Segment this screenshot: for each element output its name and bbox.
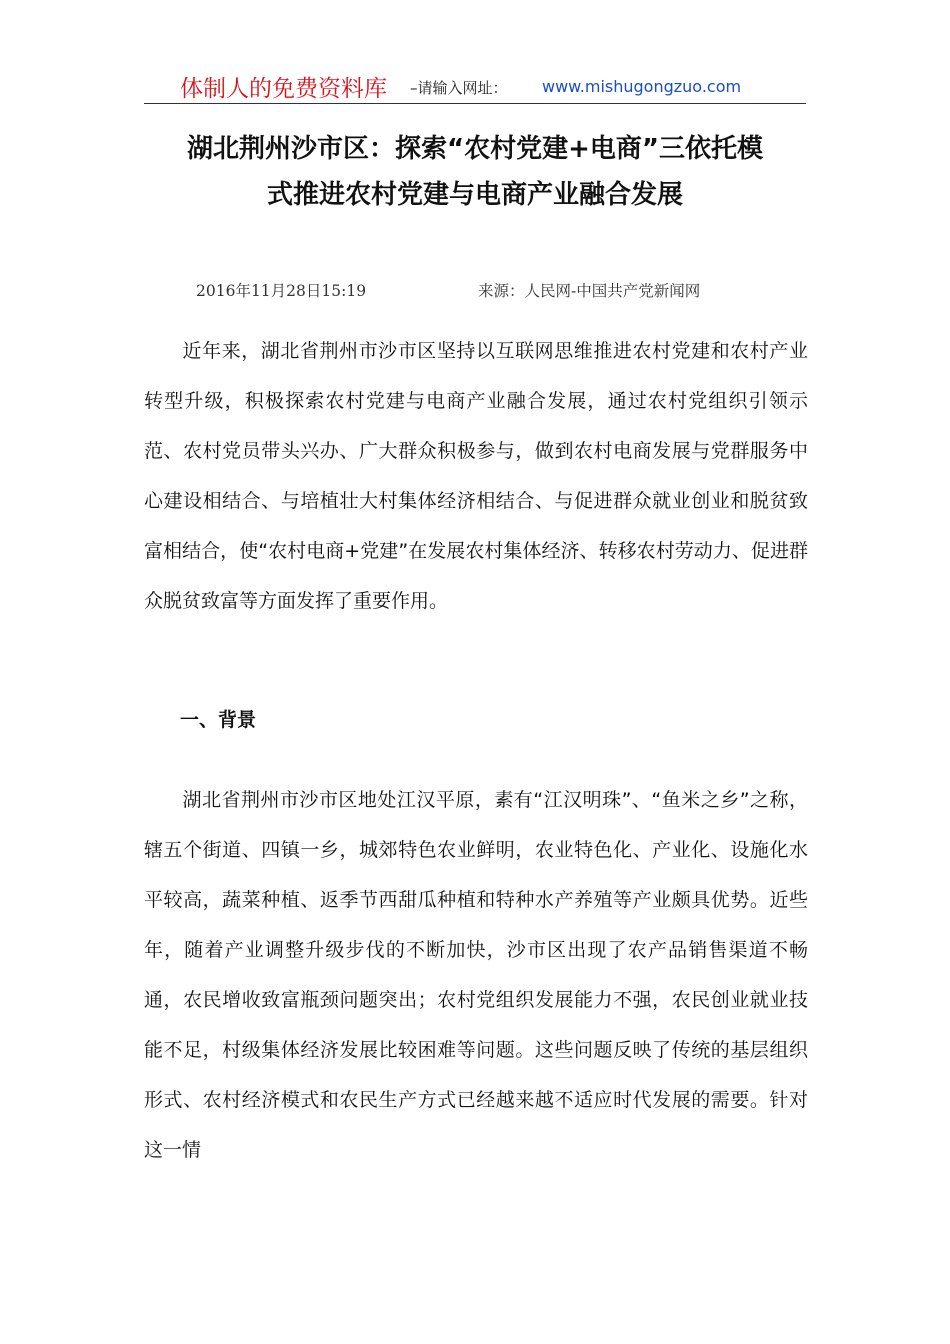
article-title [144, 126, 806, 218]
publish-date: 2016年11月28日15:19 [196, 282, 367, 300]
background-paragraph-text: 湖北省荆州市沙市区地处江汉平原，素有“江汉明珠”、“鱼米之乡”之称，辖五个街道、四镇一乡，城郊特色农业鲜明，农业特色化、产业化、设施化水平较高，蔬菜种植、返季节西甜瓜种植和特种水产养殖等产业颇具优势。近些年，随着产业调整升级步伐的不断加快，沙市区出现了农产品销售渠道不畅通，农民增收致富瓶颈问题突出；农村党组织发展能力不强，农民创业就业技能不足，村级集体经济发展比较困难等问题。这些问题反映了传统的基层组织形式、农村经济模式和农民生产方式已经越来越不适应时代发展的需要。针对这一情 [144, 789, 808, 1161]
url-hint: –请输入网址： [410, 79, 508, 97]
intro-paragraph-text: 近年来，湖北省荆州市沙市区坚持以互联网思维推进农村党建和农村产业转型升级，积极探索农村党建与电商产业融合发展，通过农村党组织引领示范、农村党员带头兴办、广大群众积极参与，做到农村电商发展与党群服务中心建设相结合、与培植壮大村集体经济相结合、与促进群众就业创业和脱贫致富相结合，使“农村电商+党建”在发展农村集体经济、转移农村劳动力、促进群众脱贫致富等方面发挥了重要作用。 [144, 340, 808, 612]
site-header [144, 70, 806, 104]
section-heading-background: 一、背景 [180, 709, 257, 731]
site-url-link[interactable]: www.mishugongzuo.com [542, 77, 742, 96]
article-source: 来源：人民网-中国共产党新闻网 [478, 282, 701, 300]
intro-paragraph [144, 326, 808, 626]
background-paragraph [144, 775, 808, 1175]
brand-name: 体制人的免费资料库 [180, 76, 387, 102]
title-line-1: 湖北荆州沙市区：探索“农村党建+电商”三依托模 [187, 134, 763, 164]
title-line-2: 式推进农村党建与电商产业融合发展 [266, 180, 683, 210]
